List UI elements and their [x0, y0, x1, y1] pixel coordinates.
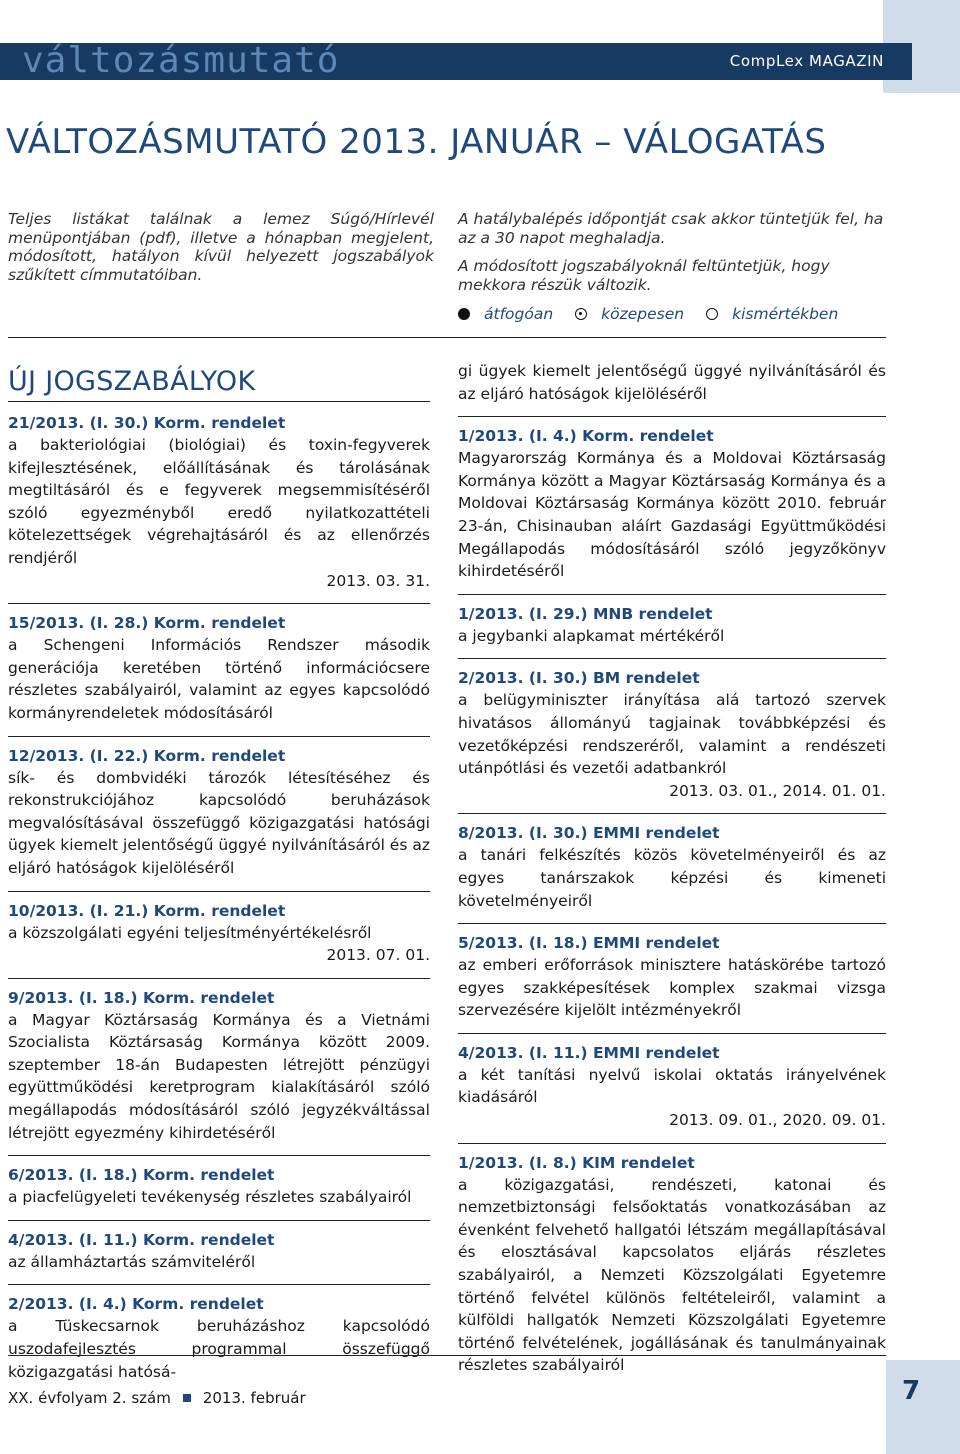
- entry-description: a jegybanki alapkamat mértékéről: [458, 626, 725, 645]
- law-entry: [458, 668, 886, 814]
- entry-description: a piacfelügyeleti tevékenység részletes szabályairól: [8, 1188, 412, 1207]
- legend-label-full: átfogóan: [484, 304, 554, 323]
- magazine-name: CompLex MAGAZIN: [729, 52, 884, 70]
- entry-title: 21/2013. (I. 30.) Korm. rendelet: [8, 414, 286, 432]
- entry-title: 1/2013. (I. 8.) KIM rendelet: [458, 1153, 695, 1172]
- page-number: 7: [902, 1376, 921, 1406]
- entry-effective-date: 2013. 03. 01., 2014. 01. 01.: [669, 781, 886, 800]
- square-bullet-icon: [183, 1394, 191, 1402]
- entry-title: 5/2013. (I. 18.) EMMI rendelet: [458, 934, 720, 953]
- entry-title: 4/2013. (I. 11.) EMMI rendelet: [458, 1043, 720, 1062]
- law-entry: [458, 1153, 886, 1388]
- entry-description: a Magyar Köztársaság Kormánya és a Vietnámi Szocialista Köztársaság Kormánya között 2009. szeptember 18-án Budapesten létrejött pénzügyi együttműködési keretprogram kialakításáról szóló megállapodás módosításáról szóló jegyzékváltással létrejött egyezmény kihirdetéséről: [8, 1010, 430, 1142]
- entry-description: az emberi erőforrások minisztere hatáskörébe tartozó egyes szakképesítések komplex szakmai vizsga szervezésére kijelölt intézményekről: [458, 956, 886, 1020]
- entry-title: 2/2013. (I. 4.) Korm. rendelet: [8, 1295, 264, 1314]
- law-entry: [458, 933, 886, 1034]
- entry-title: 2/2013. (I. 30.) BM rendelet: [458, 669, 700, 688]
- section-title: változásmutató: [22, 40, 340, 81]
- entry-description: Magyarország Kormánya és a Moldovai Köztársaság Kormánya között a Magyar Köztársaság Kormánya és a Moldovai Köztársaság Kormánya között 2010. február 23-án, Chisinauban aláírt Gazdasági Együttműködési Megállapodás módosításáról szóló jegyzőkönyv kihirdetéséről: [458, 449, 886, 581]
- left-column: [8, 360, 430, 1403]
- law-entry: [8, 988, 430, 1157]
- entry-title: 6/2013. (I. 18.) Korm. rendelet: [8, 1166, 275, 1185]
- entry-title: 15/2013. (I. 28.) Korm. rendelet: [8, 614, 286, 633]
- law-entry: [458, 1043, 886, 1144]
- dotted-circle-icon: [575, 308, 587, 320]
- entry-description: a két tanítási nyelvű iskolai oktatás irányelvének kiadásáról: [458, 1065, 886, 1107]
- entry-description: gi ügyek kiemelt jelentőségű üggyé nyilvánításáról és az eljáró hatóságok kijelöléséről: [458, 362, 886, 403]
- entry-effective-date: 2013. 03. 31.: [326, 571, 430, 590]
- right-column: [458, 360, 886, 1397]
- entry-title: 1/2013. (I. 29.) MNB rendelet: [458, 604, 713, 623]
- intro-note-modification: A módosított jogszabályoknál feltüntetjük, hogy mekkora részük változik.: [458, 257, 830, 295]
- law-entry: [8, 1165, 430, 1221]
- continuation-entry: [458, 360, 886, 417]
- legend-label-half: közepesen: [601, 304, 685, 323]
- entry-description: a tanári felkészítés közös követelményeiről és az egyes tanárszakok képzési és kimeneti követelményeiről: [458, 846, 886, 910]
- left-entry-list: [8, 413, 430, 1394]
- full-circle-icon: [458, 308, 470, 320]
- footer-corner-block: [886, 1360, 960, 1454]
- intro-right: [458, 210, 888, 324]
- section-heading-new-laws: ÚJ JOGSZABÁLYOK: [8, 360, 430, 402]
- law-entry: [8, 413, 430, 604]
- entry-title: 9/2013. (I. 18.) Korm. rendelet: [8, 988, 275, 1007]
- footer: [8, 1389, 306, 1407]
- law-entry: [458, 604, 886, 660]
- intro-note-effective-date: A hatálybalépés időpontját csak akkor tüntetjük fel, ha az a 30 napot meghaladja.: [458, 210, 884, 247]
- section-header-bar: [0, 40, 912, 81]
- law-entry: [8, 613, 430, 736]
- law-entry: [8, 901, 430, 979]
- entry-title: 8/2013. (I. 30.) EMMI rendelet: [458, 824, 720, 843]
- law-entry: [458, 823, 886, 924]
- entry-title: 1/2013. (I. 4.) Korm. rendelet: [458, 427, 714, 446]
- entry-description: a Schengeni Információs Rendszer második generációja keretében történő információcsere részletes szabályairól, valamint az egyes kapcsolódó kormányrendeletek módosításáról: [8, 636, 430, 722]
- law-entry: [8, 1230, 430, 1286]
- entry-description: a közigazgatási, rendészeti, katonai és nemzetbiztonsági felsőoktatás vonatkozásában az évenként felvehető hallgatói létszám megállapításával és elosztásával kapcsolatos eljárás részletes szabályairól, a Nemzeti Közszolgálati Egyetemre történő felvétel különös feltételeiről, valamint a külföldi hallgatók Nemzeti Közszolgálati Egyetemre történő felvételének, jogállásának és tanulmányainak részletes szabályairól: [458, 1175, 886, 1375]
- change-extent-legend: [458, 305, 888, 324]
- entry-description: a belügyminiszter irányítása alá tartozó szervek hivatásos állományú tagjainak továbbképzési és vezetőképzési rendszeréről, valamint a rendészeti utánpótlási és vezetői adatbankról: [458, 691, 886, 778]
- entry-title: 10/2013. (I. 21.) Korm. rendelet: [8, 901, 286, 920]
- intro-left-text: Teljes listákat találnak a lemez Súgó/Hírlevél menüpontjában (pdf), illetve a hónapban megjelent, módosított, hatályon kívül helyezett jogszabályok szűkített címmutatóiban.: [8, 210, 434, 285]
- entry-description: sík- és dombvidéki tározók létesítéséhez és rekonstrukciójához kapcsolódó beruházások megvalósításával összefüggő közigazgatási hatósági ügyek kiemelt jelentőségű üggyé nyilvánításáról és az eljáró hatóságok kijelöléséről: [8, 768, 430, 877]
- law-entry: [458, 426, 886, 595]
- right-entry-list: [458, 426, 886, 1388]
- entry-title: 12/2013. (I. 22.) Korm. rendelet: [8, 746, 286, 765]
- entry-description: a közszolgálati egyéni teljesítményértékelésről: [8, 923, 372, 942]
- footer-issue: XX. évfolyam 2. szám: [8, 1389, 171, 1407]
- legend-label-small: kismértékben: [732, 304, 839, 323]
- empty-circle-icon: [706, 308, 718, 320]
- entry-title: 4/2013. (I. 11.) Korm. rendelet: [8, 1230, 275, 1249]
- footer-rule: [8, 1355, 886, 1356]
- footer-date: 2013. február: [202, 1389, 306, 1407]
- law-entry: [8, 1294, 430, 1394]
- divider-rule: [8, 337, 886, 338]
- entry-description: az államháztartás számviteléről: [8, 1252, 256, 1271]
- law-entry: [8, 746, 430, 892]
- page-title: VÁLTOZÁSMUTATÓ 2013. JANUÁR – VÁLOGATÁS: [6, 122, 827, 162]
- entry-description: a Tüskecsarnok beruházáshoz kapcsolódó uszodafejlesztés programmal összefüggő közigazgatási hatósá-: [8, 1317, 430, 1381]
- entry-effective-date: 2013. 07. 01.: [326, 946, 430, 965]
- entry-description: a bakteriológiai (biológiai) és toxin-fegyverek kifejlesztésének, előállításának és tárolásának megtiltásáról és e fegyverek megsemmisítéséről szóló egyezményből eredő nyilatkozattételi kötelezettségek végrehajtásáról és az ellenőrzés rendjéről: [8, 436, 430, 567]
- entry-effective-date: 2013. 09. 01., 2020. 09. 01.: [669, 1111, 886, 1130]
